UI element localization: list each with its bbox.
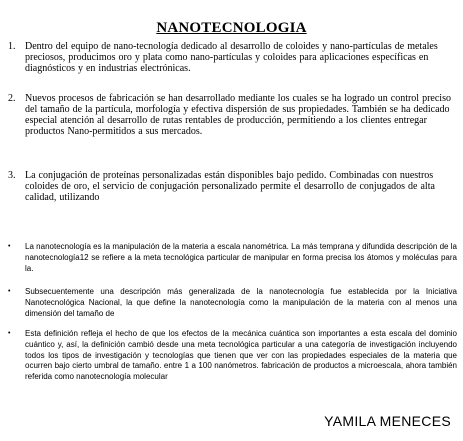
numbered-item (8, 41, 458, 74)
item-number: 1. (8, 41, 16, 52)
bullet-item (8, 242, 457, 274)
item-number: 2. (8, 93, 16, 104)
numbered-item (8, 93, 458, 137)
item-text: Dentro del equipo de nano-tecnología dedicado al desarrollo de coloides y nano-partículas de metales preciosos, producimos oro y plata como nano-partículas y coloides para aplicaciones específicas en diagnósticos y en industrias electrónicas. (25, 41, 438, 74)
bullet-text: La nanotecnología es la manipulación de la materia a escala nanométrica. La más temprana y difundida descripción de la nanotecnología12 se refiere a la meta tecnológica particular de manipular en forma precisa los átomos y moléculas para la. (25, 242, 457, 273)
author-signature: YAMILA MENECES (324, 413, 451, 429)
bullet-marker: • (8, 288, 11, 295)
bullet-item (8, 329, 457, 383)
bullet-marker: • (8, 330, 11, 337)
bullet-text: Esta definición refleja el hecho de que los efectos de la mecánica cuántica son importantes a esta escala del dominio cuántico y, así, la definición cambió desde una meta tecnológica particular a una categoría de investigación incluyendo todos los tipos de investigación y tecnologías que tienen que ver con las propiedades especiales de la materia que ocurren bajo cierto umbral de tamaño. entre 1 a 100 nanómetros. fabricación de productos a microescala, ahora también referida como nanotecnología molecular (25, 329, 457, 382)
bullet-marker: • (8, 243, 11, 250)
bullet-item (8, 287, 457, 319)
item-text: Nuevos procesos de fabricación se han desarrollado mediante los cuales se ha logrado un control preciso del tamaño de la partícula, morfología y efectiva dispersión de sus propiedades. También se ha dedicado especial atención al desarrollo de rutas rentables de producción, permitiendo a los clientes entregar productos Nano-permitidos a sus mercados. (25, 93, 451, 137)
numbered-item (8, 170, 458, 203)
item-number: 3. (8, 170, 16, 181)
item-text: La conjugación de proteínas personalizadas están disponibles bajo pedido. Combinadas con nuestros coloides de oro, el servicio de conjugación personalizado permite el desarrollo de conjugados de alta calidad, utilizando (25, 170, 435, 203)
bullet-text: Subsecuentemente una descripción más generalizada de la nanotecnología fue establecida por la Iniciativa Nanotecnológica Nacional, la que define la nanotecnología como la manipulación de la materia con al menos una dimensión del tamaño de (25, 287, 457, 318)
document-title: NANOTECNOLOGIA (156, 20, 307, 36)
